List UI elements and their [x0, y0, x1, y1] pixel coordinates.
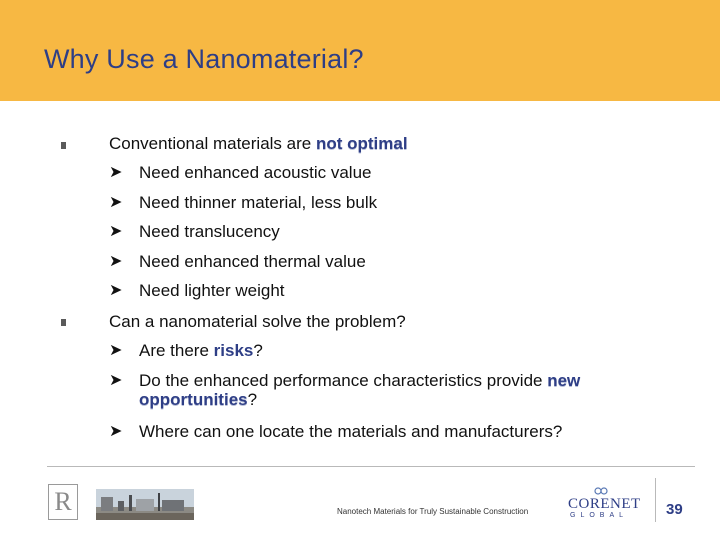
sub-item-text: Do the enhanced performance characteristics provide	[139, 371, 548, 390]
arrow-icon: ➤	[109, 194, 123, 211]
corenet-wordmark: CORENET	[568, 496, 641, 512]
corenet-global-logo	[564, 486, 644, 520]
sub-item-text: Are there	[139, 341, 214, 360]
sub-item: Need translucency	[139, 222, 280, 241]
sub-item: Need thinner material, less bulk	[139, 193, 378, 212]
new-highlight: new	[547, 371, 581, 390]
arrow-icon: ➤	[109, 253, 123, 270]
sub-item	[139, 341, 263, 361]
construction-photo	[96, 489, 194, 520]
bullet-marker	[61, 319, 66, 326]
r-logo-letter: R	[54, 487, 72, 516]
sub-item: Need enhanced thermal value	[139, 252, 366, 271]
sub-item: Need enhanced acoustic value	[139, 163, 372, 182]
arrow-icon: ➤	[109, 164, 123, 181]
r-logo	[48, 484, 78, 520]
sub-item-text: ?	[253, 341, 263, 360]
arrow-icon: ➤	[109, 372, 123, 389]
slide-title: Why Use a Nanomaterial?	[44, 44, 364, 74]
footer-vertical-divider	[655, 478, 656, 522]
sub-item: Where can one locate the materials and manufacturers?	[139, 422, 563, 441]
sub-item-text: ?	[247, 390, 258, 409]
sub-item: Need lighter weight	[139, 281, 285, 300]
bullet-1-highlight: not optimal	[315, 134, 408, 153]
risks-highlight: risks	[213, 341, 254, 360]
footer-caption: Nanotech Materials for Truly Sustainable Construction	[337, 507, 529, 516]
opportunities-highlight: opportunities	[139, 390, 248, 409]
page-number: 39	[666, 501, 683, 518]
bullet-2-text: Can a nanomaterial solve the problem?	[109, 312, 406, 331]
arrow-icon: ➤	[109, 282, 123, 299]
bullet-1-text-pre: Conventional materials are	[109, 134, 316, 153]
arrow-icon: ➤	[109, 223, 123, 240]
bullet-marker	[61, 142, 66, 149]
bullet-1-text	[109, 134, 408, 154]
sub-item	[139, 371, 580, 391]
sub-item-continuation	[139, 390, 257, 410]
arrow-icon: ➤	[109, 423, 123, 440]
global-wordmark: GLOBAL	[570, 512, 629, 519]
footer-divider	[47, 466, 695, 467]
arrow-icon: ➤	[109, 342, 123, 359]
